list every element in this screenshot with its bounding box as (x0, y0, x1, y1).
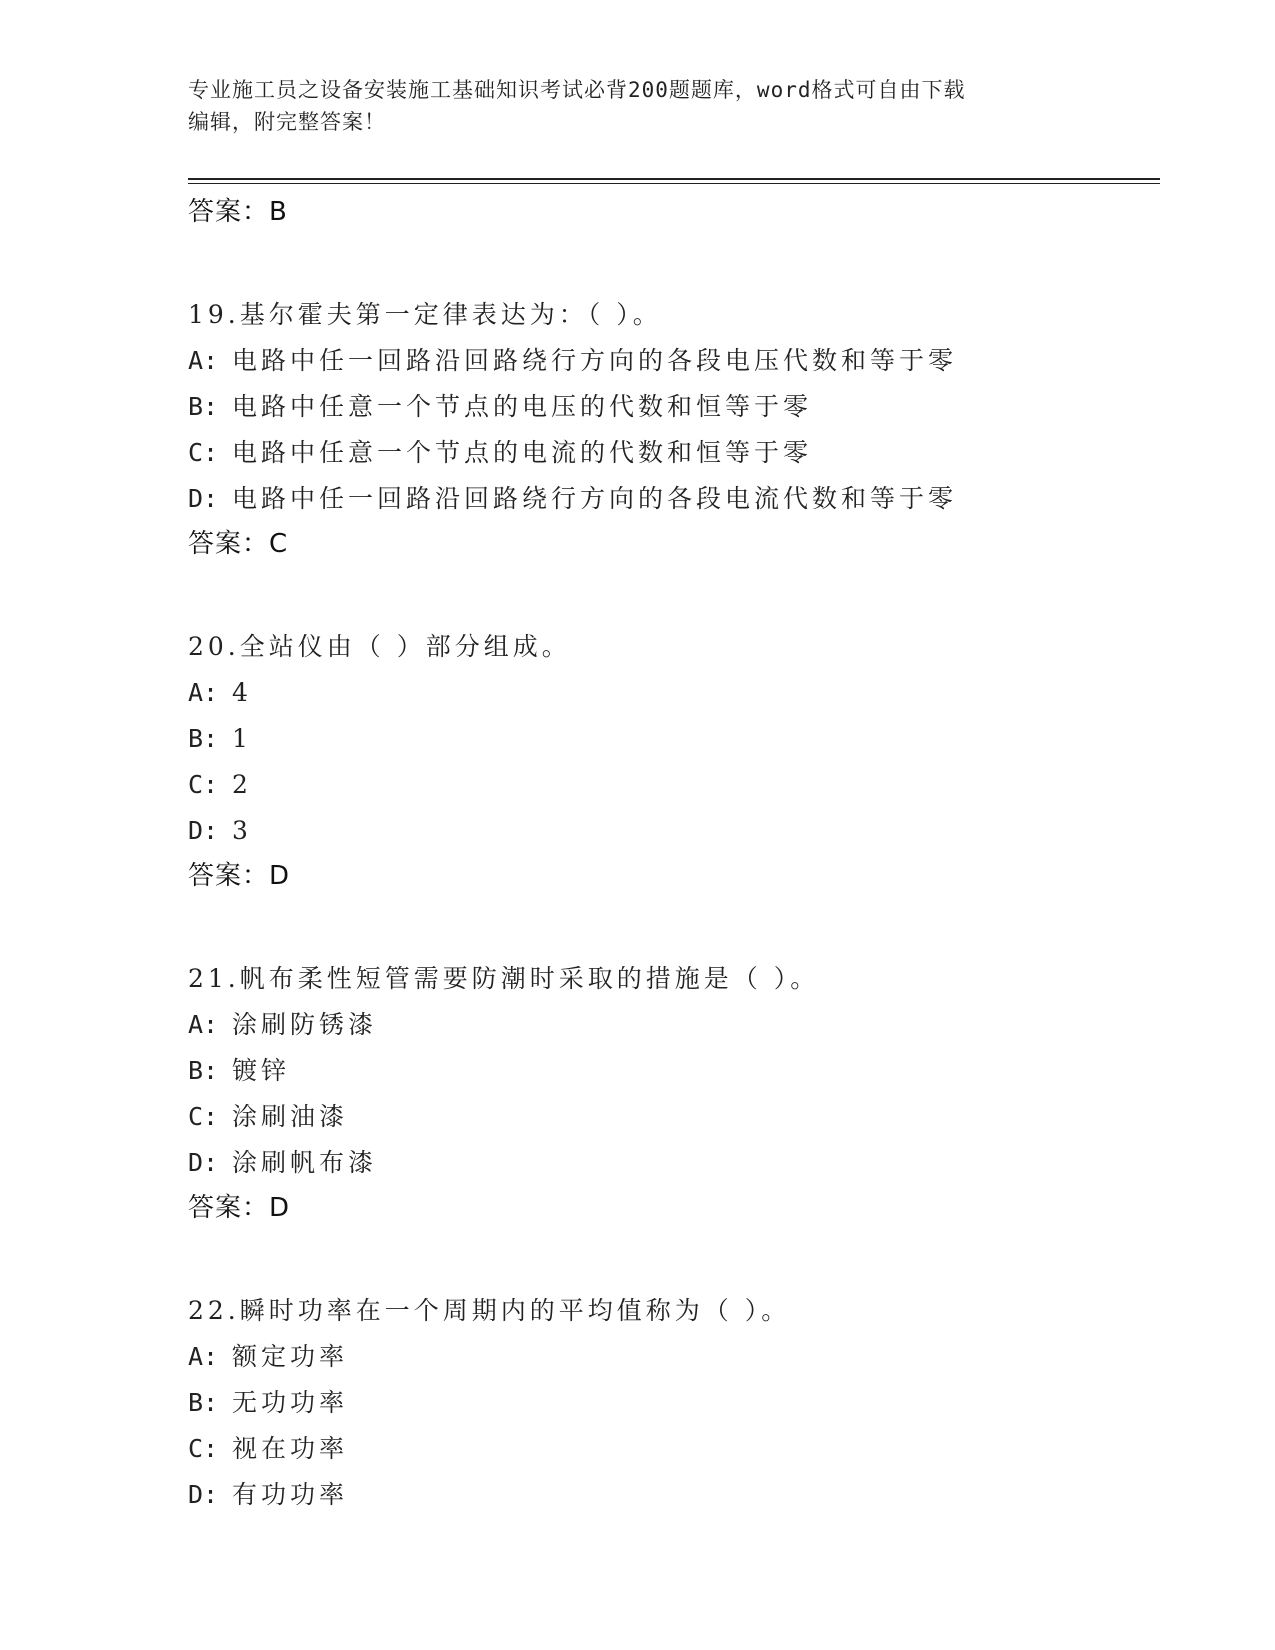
option-text: 镀锌 (232, 1056, 291, 1085)
option-key: A: (188, 1010, 219, 1039)
answer-line: 答案：D (188, 861, 291, 891)
option-key: B: (188, 392, 219, 421)
question-stem: 20.全站仪由（ ）部分组成。 (188, 632, 571, 661)
option-key: C: (188, 1102, 219, 1131)
option-line (188, 716, 1168, 762)
option-text: 电路中任意一个节点的电压的代数和恒等于零 (232, 392, 813, 421)
header-divider-thin (188, 183, 1160, 184)
option-text: 视在功率 (232, 1434, 349, 1463)
option-line (188, 670, 1168, 716)
option-key: D: (188, 1480, 219, 1509)
option-line (188, 1140, 1168, 1186)
option-key: D: (188, 484, 219, 513)
option-key: A: (188, 1342, 219, 1371)
option-line (188, 1426, 1168, 1472)
option-key: A: (188, 346, 219, 375)
option-line (188, 1048, 1168, 1094)
option-text: 涂刷防锈漆 (232, 1010, 378, 1039)
option-line (188, 1472, 1168, 1518)
question-stem: 22.瞬时功率在一个周期内的平均值称为（ ）。 (188, 1296, 791, 1325)
option-text: 电路中任一回路沿回路绕行方向的各段电压代数和等于零 (232, 346, 958, 375)
option-line (188, 1380, 1168, 1426)
document-header (188, 74, 1088, 138)
answer-line: 答案：B (188, 197, 288, 227)
option-text: 电路中任意一个节点的电流的代数和恒等于零 (232, 438, 813, 467)
option-key: B: (188, 1056, 219, 1085)
header-line-2: 编辑，附完整答案！ (188, 110, 386, 134)
option-key: C: (188, 770, 219, 799)
answer-line: 答案：D (188, 1193, 291, 1223)
block-gap (188, 898, 1168, 956)
option-text: 涂刷帆布漆 (232, 1148, 378, 1177)
block-gap (188, 1230, 1168, 1288)
header-divider-thick (188, 178, 1160, 180)
option-text: 4 (232, 678, 252, 707)
option-line (188, 762, 1168, 808)
answer-line: 答案：C (188, 529, 289, 559)
option-key: C: (188, 438, 219, 467)
question-stem: 21.帆布柔性短管需要防潮时采取的措施是（ ）。 (188, 964, 820, 993)
option-line (188, 1094, 1168, 1140)
option-line (188, 384, 1168, 430)
option-text: 有功功率 (232, 1480, 349, 1509)
option-text: 3 (232, 816, 252, 845)
option-text: 2 (232, 770, 252, 799)
option-text: 1 (232, 724, 252, 753)
option-text: 无功功率 (232, 1388, 349, 1417)
option-line (188, 338, 1168, 384)
option-key: B: (188, 1388, 219, 1417)
option-line (188, 1334, 1168, 1380)
header-line-1: 专业施工员之设备安装施工基础知识考试必背200题题库，word格式可自由下载 (188, 78, 966, 102)
option-line (188, 430, 1168, 476)
question-list (188, 190, 1168, 1518)
option-line (188, 1002, 1168, 1048)
question-stem: 19.基尔霍夫第一定律表达为：（ ）。 (188, 300, 662, 329)
option-text: 涂刷油漆 (232, 1102, 349, 1131)
option-key: A: (188, 678, 219, 707)
option-line (188, 808, 1168, 854)
option-line (188, 476, 1168, 522)
block-gap (188, 234, 1168, 292)
option-key: C: (188, 1434, 219, 1463)
option-key: D: (188, 1148, 219, 1177)
block-gap (188, 566, 1168, 624)
option-text: 额定功率 (232, 1342, 349, 1371)
option-key: D: (188, 816, 219, 845)
option-text: 电路中任一回路沿回路绕行方向的各段电流代数和等于零 (232, 484, 958, 513)
option-key: B: (188, 724, 219, 753)
